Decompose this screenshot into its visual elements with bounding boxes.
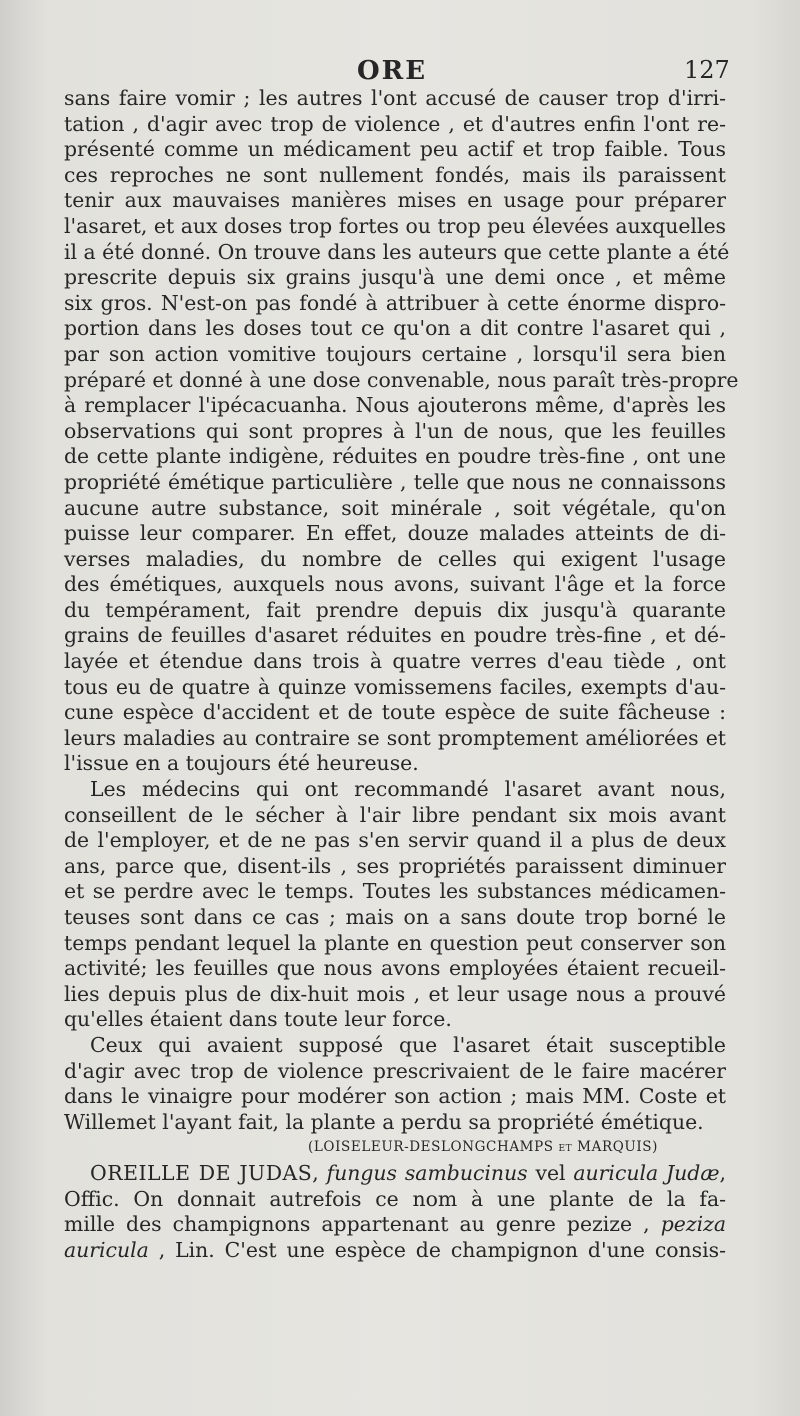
- text-line: propriété émétique particulière , telle que nous ne connaissons: [64, 469, 726, 494]
- text-line: à remplacer l'ipécacuanha. Nous ajouterons même, d'après les: [64, 393, 726, 418]
- text-line: six gros. N'est-on pas fondé à attribuer à cette énorme dispro-: [64, 290, 726, 315]
- text-line: des émétiques, auxquels nous avons, suivant l'âge et la force: [64, 572, 726, 597]
- running-head: [0, 56, 800, 86]
- text-line: il a été donné. On trouve dans les auteurs que cette plante a été: [64, 239, 730, 264]
- page-number: 127: [684, 56, 730, 84]
- text-line: temps pendant lequel la plante en question peut conserver son: [64, 930, 726, 955]
- entry-headword: OREILLE DE JUDAS: [90, 1160, 313, 1185]
- text-line: de l'employer, et de ne pas s'en servir quand il a plus de deux: [64, 828, 726, 853]
- text-line: d'agir avec trop de violence prescrivaient de le faire macérer: [64, 1058, 726, 1083]
- text-line: Willemet l'ayant fait, la plante a perdu sa propriété émétique.: [64, 1109, 704, 1134]
- entry-genus-name: peziza: [660, 1212, 726, 1237]
- text-line: ces reproches ne sont nullement fondés, mais ils paraissent: [64, 162, 726, 187]
- entry-line-1-c: vel: [527, 1160, 574, 1185]
- text-line: grains de feuilles d'asaret réduites en poudre très-fine , et dé-: [64, 623, 726, 648]
- text-line: leurs maladies au contraire se sont promptement améliorées et: [64, 725, 726, 750]
- text-line: du tempérament, fait prendre depuis dix jusqu'à quarante: [64, 597, 726, 622]
- text-line: qu'elles étaient dans toute leur force.: [64, 1007, 452, 1032]
- text-line: Les médecins qui ont recommandé l'asaret avant nous,: [90, 777, 726, 802]
- text-line: préparé et donné à une dose convenable, nous paraît très-propre: [64, 367, 739, 392]
- body-text: [64, 86, 739, 1263]
- text-line: par son action vomitive toujours certaine , lorsqu'il sera bien: [64, 341, 726, 366]
- text-line: teuses sont dans ce cas ; mais on a sans doute trop borné le: [64, 905, 726, 929]
- text-line: l'asaret, et aux doses trop fortes ou trop peu élevées auxquelles: [64, 213, 726, 238]
- attribution: (LOISELEUR-DESLONGCHAMPS et MARQUIS): [308, 1139, 659, 1156]
- text-line: tous eu de quatre à quinze vomissemens faciles, exempts d'au-: [64, 674, 726, 699]
- text-line: observations qui sont propres à l'un de nous, que les feuilles: [64, 418, 726, 443]
- text-line: l'issue en a toujours été heureuse.: [64, 751, 419, 776]
- running-head-title: ORE: [357, 56, 428, 86]
- text-line: lies depuis plus de dix-huit mois , et leur usage nous a prouvé: [64, 981, 726, 1006]
- text-line: de cette plante indigène, réduites en poudre très-fine , ont une: [64, 444, 726, 469]
- entry-line-3: [64, 1212, 726, 1238]
- paragraphs: [64, 86, 739, 1135]
- entry-line-1-e: ,: [719, 1160, 727, 1185]
- entry-line-3-a: mille des champignons appartenant au genre pezize ,: [64, 1212, 661, 1237]
- text-line: aucune autre substance, soit minérale , soit végétale, qu'on: [64, 495, 726, 520]
- text-line: layée et étendue dans trois à quatre verres d'eau tiède , ont: [64, 649, 726, 674]
- entry-line-1: [64, 1161, 726, 1187]
- text-line: prescrite depuis six grains jusqu'à une demi once , et même: [64, 265, 726, 290]
- text-line: sans faire vomir ; les autres l'ont accusé de causer trop d'irri-: [64, 86, 726, 110]
- text-line: activité; les feuilles que nous avons employées étaient recueil-: [64, 956, 726, 981]
- text-line: Ceux qui avaient supposé que l'asaret était susceptible: [90, 1032, 726, 1057]
- text-line: conseillent de le sécher à l'air libre pendant six mois avant: [64, 802, 726, 827]
- entry-latin-name-2: auricula Judæ: [573, 1160, 720, 1185]
- text-line: puisse leur comparer. En effet, douze malades atteints de di-: [64, 521, 726, 546]
- entry-line-1-a: ,: [312, 1160, 327, 1185]
- text-line: et se perdre avec le temps. Toutes les substances médicamen-: [64, 879, 726, 904]
- text-line: cune espèce d'accident et de toute espèce de suite fâcheuse :: [64, 700, 726, 725]
- text-line: tenir aux mauvaises manières mises en usage pour préparer: [64, 188, 726, 213]
- text-line: présenté comme un médicament peu actif et trop faible. Tous: [64, 137, 726, 162]
- entry-line-2: Offic. On donnait autrefois ce nom à une plante de la fa-: [64, 1186, 726, 1211]
- entry-line-4: [64, 1238, 726, 1264]
- text-line: tation , d'agir avec trop de violence , et d'autres enfin l'ont re-: [64, 111, 726, 136]
- text-line: verses maladies, du nombre de celles qui exigent l'usage: [64, 546, 726, 571]
- text-line: ans, parce que, disent-ils , ses propriétés paraissent diminuer: [64, 853, 726, 878]
- text-line: portion dans les doses tout ce qu'on a dit contre l'asaret qui ,: [64, 316, 726, 341]
- text-line: dans le vinaigre pour modérer son action ; mais MM. Coste et: [64, 1084, 726, 1109]
- entry-species-name: auricula: [64, 1237, 149, 1262]
- entry-latin-name-1: fungus sambucinus: [326, 1160, 528, 1185]
- entry-line-4-b: , Lin. C'est une espèce de champignon d'une consis-: [148, 1237, 726, 1262]
